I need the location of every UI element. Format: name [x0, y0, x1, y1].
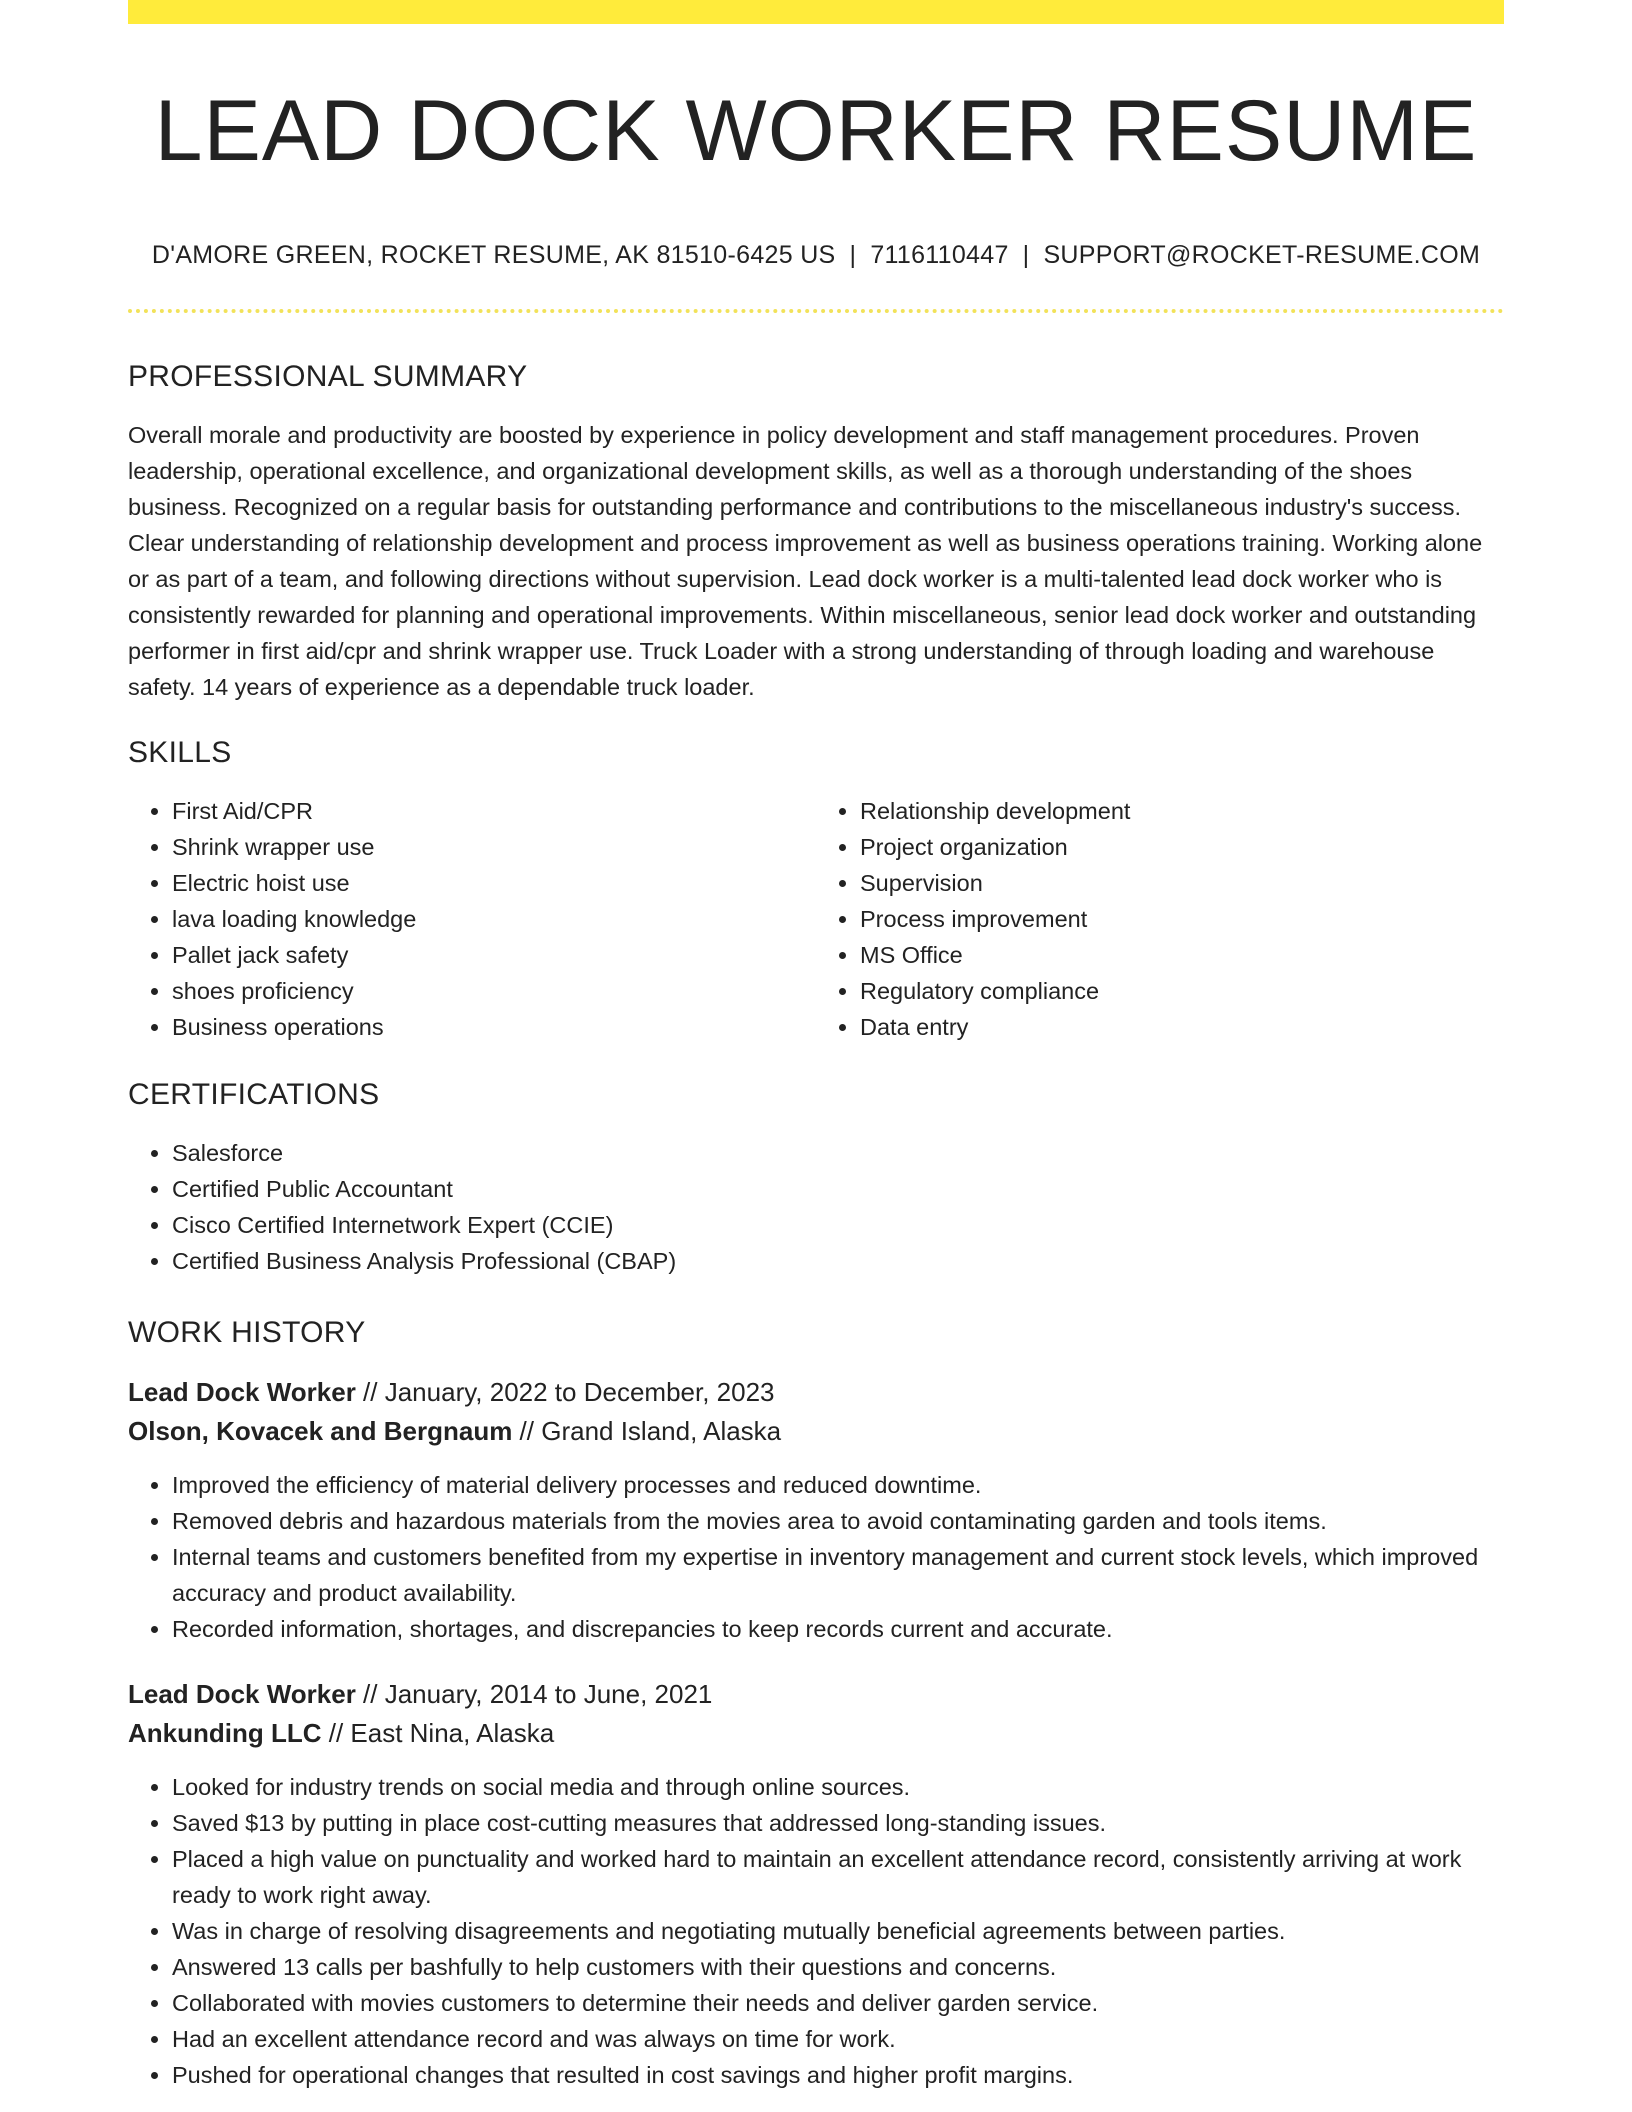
- dotted-divider: [128, 309, 1504, 313]
- list-item: • Process improvement: [860, 901, 1504, 937]
- list-item: • Removed debris and hazardous materials from the movies area to avoid contaminating garden and tools items.: [172, 1503, 1504, 1539]
- list-item: • First Aid/CPR: [172, 793, 816, 829]
- list-item: • MS Office: [860, 937, 1504, 973]
- job-bullets: [128, 1769, 1504, 2093]
- list-item: • Recorded information, shortages, and discrepancies to keep records current and accurate.: [172, 1611, 1504, 1647]
- list-item: • Electric hoist use: [172, 865, 816, 901]
- skills-left-list: [128, 793, 816, 1045]
- summary-section: [128, 359, 1504, 705]
- list-item: • Certified Public Accountant: [172, 1171, 1504, 1207]
- contact-phone: 7116110447: [870, 240, 1009, 269]
- list-item: • Improved the efficiency of material delivery processes and reduced downtime.: [172, 1467, 1504, 1503]
- job-company: Ankunding LLC: [128, 1718, 322, 1749]
- resume-page: [128, 0, 1504, 2093]
- list-item: • Had an excellent attendance record and was always on time for work.: [172, 2021, 1504, 2057]
- list-item: • Business operations: [172, 1009, 816, 1045]
- resume-title: LEAD DOCK WORKER RESUME: [154, 83, 1478, 179]
- certifications-list: [128, 1135, 1504, 1279]
- job-location: // East Nina, Alaska: [321, 1718, 555, 1749]
- list-item: • Regulatory compliance: [860, 973, 1504, 1009]
- job-title: Lead Dock Worker: [128, 1377, 356, 1408]
- list-item: • Placed a high value on punctuality and worked hard to maintain an excellent attendance record, consistently arriving at work ready to work right away.: [172, 1841, 1504, 1913]
- list-item: • Pushed for operational changes that resulted in cost savings and higher profit margins.: [172, 2057, 1504, 2093]
- summary-heading: PROFESSIONAL SUMMARY: [128, 360, 528, 394]
- skills-heading: SKILLS: [128, 736, 232, 770]
- job-location: // Grand Island, Alaska: [512, 1416, 782, 1447]
- certifications-section: [128, 1077, 1504, 1279]
- list-item: • Was in charge of resolving disagreements and negotiating mutually beneficial agreements between parties.: [172, 1913, 1504, 1949]
- work-history-heading: WORK HISTORY: [128, 1316, 366, 1350]
- job-bullets: [128, 1467, 1504, 1647]
- job-company-line: [128, 1714, 1504, 1753]
- job-dates: // January, 2014 to June, 2021: [355, 1679, 713, 1710]
- job-company-line: [128, 1412, 1504, 1451]
- list-item: • Project organization: [860, 829, 1504, 865]
- list-item: • Saved $13 by putting in place cost-cutting measures that addressed long-standing issues.: [172, 1805, 1504, 1841]
- list-item: • Data entry: [860, 1009, 1504, 1045]
- contact-separator: |: [1022, 240, 1030, 269]
- accent-bar: [128, 0, 1504, 24]
- list-item: • Pallet jack safety: [172, 937, 816, 973]
- job-entry: [128, 1675, 1504, 2093]
- contact-email[interactable]: SUPPORT@ROCKET-RESUME.COM: [1043, 240, 1481, 269]
- skills-columns: [128, 793, 1504, 1045]
- list-item: • Cisco Certified Internetwork Expert (CCIE): [172, 1207, 1504, 1243]
- job-title-line: [128, 1373, 1504, 1412]
- list-item: • Supervision: [860, 865, 1504, 901]
- certifications-heading: CERTIFICATIONS: [128, 1078, 380, 1112]
- contact-line: [128, 239, 1504, 272]
- skills-right-list: [816, 793, 1504, 1045]
- list-item: • Relationship development: [860, 793, 1504, 829]
- list-item: • Shrink wrapper use: [172, 829, 816, 865]
- job-dates: // January, 2022 to December, 2023: [355, 1377, 775, 1408]
- job-company: Olson, Kovacek and Bergnaum: [128, 1416, 513, 1447]
- summary-text: Overall morale and productivity are boosted by experience in policy development and staff management procedures. Proven leadership, operational excellence, and organizational development skills, as well as a thorough understanding of the shoes business. Recognized on a regular basis for outstanding performance and contributions to the miscellaneous industry's success. Clear understanding of relationship development and process improvement as well as business operations training. Working alone or as part of a team, and following directions without supervision. Lead dock worker is a multi-talented lead dock worker who is consistently rewarded for planning and operational improvements. Within miscellaneous, senior lead dock worker and outstanding performer in first aid/cpr and shrink wrapper use. Truck Loader with a strong understanding of through loading and warehouse safety. 14 years of experience as a dependable truck loader.: [128, 422, 1483, 701]
- job-title: Lead Dock Worker: [128, 1679, 356, 1710]
- list-item: • Certified Business Analysis Professional (CBAP): [172, 1243, 1504, 1279]
- job-entry: [128, 1373, 1504, 1647]
- list-item: • Salesforce: [172, 1135, 1504, 1171]
- list-item: • lava loading knowledge: [172, 901, 816, 937]
- contact-address: D'AMORE GREEN, ROCKET RESUME, AK 81510-6425 US: [151, 240, 836, 269]
- job-title-line: [128, 1675, 1504, 1714]
- work-history-section: [128, 1315, 1504, 2093]
- list-item: • Looked for industry trends on social media and through online sources.: [172, 1769, 1504, 1805]
- list-item: • Collaborated with movies customers to determine their needs and deliver garden service.: [172, 1985, 1504, 2021]
- skills-section: [128, 735, 1504, 1045]
- list-item: • shoes proficiency: [172, 973, 816, 1009]
- list-item: • Internal teams and customers benefited from my expertise in inventory management and current stock levels, which improved accuracy and product availability.: [172, 1539, 1504, 1611]
- list-item: • Answered 13 calls per bashfully to help customers with their questions and concerns.: [172, 1949, 1504, 1985]
- contact-separator: |: [849, 240, 857, 269]
